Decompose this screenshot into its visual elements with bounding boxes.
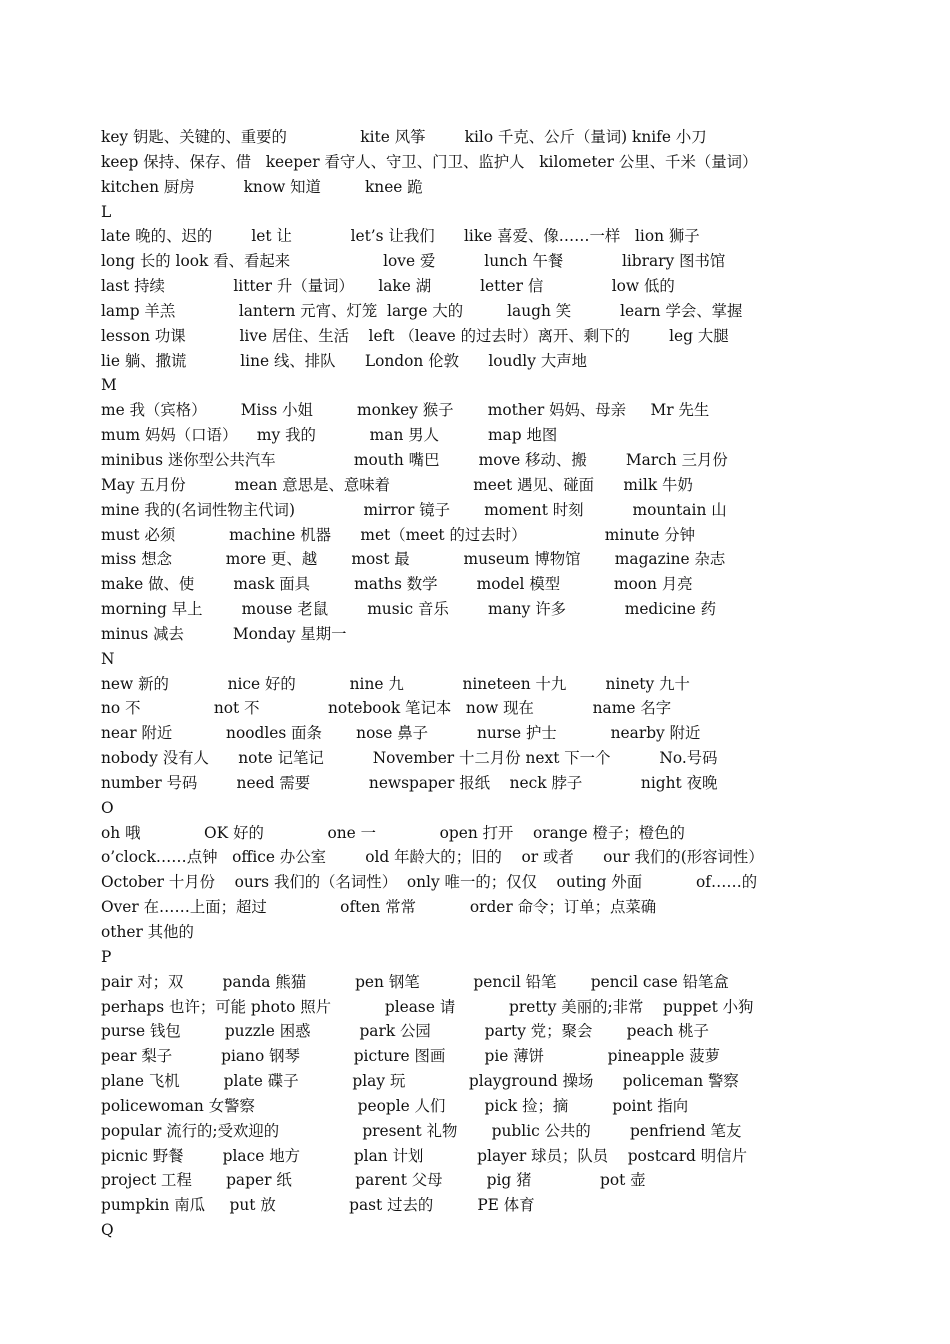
- text-line: morning 早上 mouse 老鼠 music 音乐 many 许多 medicine 药: [101, 600, 717, 619]
- text-line: kitchen 厨房 know 知道 knee 跪: [101, 177, 423, 196]
- text-line: oh 哦 OK 好的 one 一 open 打开 orange 橙子；橙色的: [101, 823, 685, 842]
- text-line: minibus 迷你型公共汽车 mouth 嘴巴 move 移动、搬 March 三月份: [101, 450, 728, 469]
- text-line: last 持续 litter 升（量词） lake 湖 letter 信 low 低的: [101, 277, 675, 296]
- text-line: miss 想念 more 更、越 most 最 museum 博物馆 magazine 杂志: [101, 550, 726, 569]
- text-line: October 十月份 ours 我们的（名词性） only 唯一的；仅仅 outing 外面 of……的: [101, 873, 758, 892]
- text-line: popular 流行的;受欢迎的 present 礼物 public 公共的 penfriend 笔友: [101, 1121, 742, 1140]
- text-line: late 晚的、迟的 let 让 let’s 让我们 like 喜爱、像……一样 lion 狮子: [101, 227, 700, 246]
- text-line: pumpkin 南瓜 put 放 past 过去的 PE 体育: [101, 1196, 535, 1215]
- section-heading-l: L: [101, 202, 112, 221]
- section-heading-q: Q: [101, 1221, 114, 1240]
- text-line: other 其他的: [101, 923, 194, 941]
- text-line: Over 在……上面；超过 often 常常 order 命令；订单；点菜确: [101, 898, 657, 917]
- text-line: pair 对；双 panda 熊猫 pen 钢笔 pencil 铅笔 pencil case 铅笔盒: [101, 972, 729, 991]
- text-line: new 新的 nice 好的 nine 九 nineteen 十九 ninety 九十: [101, 674, 690, 693]
- text-line: plane 飞机 plate 碟子 play 玩 playground 操场 policeman 警察: [101, 1072, 739, 1091]
- text-line: key 钥匙、关键的、重要的 kite 风筝 kilo 千克、公斤（量词) knife 小刀: [101, 128, 707, 146]
- text-line: perhaps 也许；可能 photo 照片 please 请 pretty 美丽的;非常 puppet 小狗: [101, 997, 754, 1016]
- text-line: minus 减去 Monday 星期一: [101, 624, 347, 643]
- text-line: mine 我的(名词性物主代词) mirror 镜子 moment 时刻 mountain 山: [101, 500, 727, 519]
- text-line: project 工程 paper 纸 parent 父母 pig 猪 pot 壶: [101, 1171, 646, 1190]
- text-line: keep 保持、保存、借 keeper 看守人、守卫、门卫、监护人 kilometer 公里、千米（量词）: [101, 152, 758, 171]
- section-heading-m: M: [101, 376, 117, 395]
- text-line: lamp 羊羔 lantern 元宵、灯笼 large 大的 laugh 笑 learn 学会、掌握: [101, 301, 743, 320]
- text-line: policewoman 女警察 people 人们 pick 捡；摘 point 指向: [101, 1096, 689, 1115]
- text-line: long 长的 look 看、看起来 love 爱 lunch 午餐 library 图书馆: [101, 252, 726, 271]
- text-line: me 我（宾格） Miss 小姐 monkey 猴子 mother 妈妈、母亲 Mr 先生: [101, 401, 710, 420]
- text-line: lie 躺、撒谎 line 线、排队 London 伦敦 loudly 大声地: [101, 351, 587, 370]
- vocabulary-page: [101, 125, 901, 1243]
- text-line: purse 钱包 puzzle 困惑 park 公园 party 党；聚会 peach 桃子: [101, 1022, 709, 1041]
- text-line: lesson 功课 live 居住、生活 left （leave 的过去时）离开、剩下的 leg 大腿: [101, 326, 729, 345]
- text-line: nobody 没有人 note 记笔记 November 十二月份 next 下一个 No.号码: [101, 749, 718, 768]
- text-line: make 做、使 mask 面具 maths 数学 model 模型 moon 月亮: [101, 575, 693, 594]
- section-heading-o: O: [101, 798, 114, 817]
- text-line: mum 妈妈（口语） my 我的 man 男人 map 地图: [101, 426, 558, 445]
- section-heading-p: P: [101, 947, 112, 966]
- text-line: pear 梨子 piano 钢琴 picture 图画 pie 薄饼 pineapple 菠萝: [101, 1047, 721, 1066]
- text-line: near 附近 noodles 面条 nose 鼻子 nurse 护士 nearby 附近: [101, 724, 701, 743]
- text-line: number 号码 need 需要 newspaper 报纸 neck 脖子 night 夜晚: [101, 773, 718, 792]
- text-line: no 不 not 不 notebook 笔记本 now 现在 name 名字: [101, 699, 672, 718]
- section-heading-n: N: [101, 649, 115, 668]
- text-line: picnic 野餐 place 地方 plan 计划 player 球员；队员 postcard 明信片: [101, 1146, 747, 1165]
- text-line: must 必须 machine 机器 met（meet 的过去时） minute 分钟: [101, 525, 696, 544]
- text-line: o’clock……点钟 office 办公室 old 年龄大的；旧的 or 或者 our 我们的(形容词性）: [101, 848, 764, 867]
- text-line: May 五月份 mean 意思是、意味着 meet 遇见、碰面 milk 牛奶: [101, 475, 693, 494]
